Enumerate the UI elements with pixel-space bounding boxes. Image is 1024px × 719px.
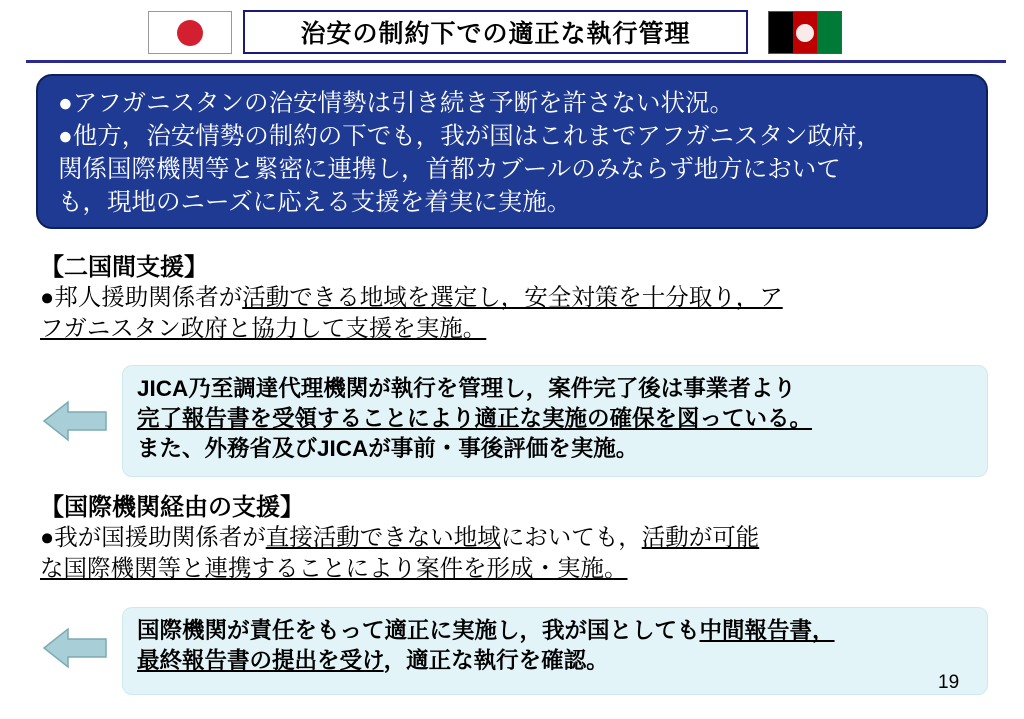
slide-header — [0, 0, 1024, 62]
multilateral-text-middle: においても， — [500, 524, 642, 550]
page-number: 19 — [938, 672, 960, 693]
afghanistan-flag-icon — [768, 11, 842, 54]
page-title: 治安の制約下での適正な執行管理 — [300, 20, 691, 48]
multilateral-callout-line-1 — [137, 616, 973, 646]
multilateral-text-underlined-1: 直接活動できない地域 — [265, 524, 501, 550]
left-arrow-icon-2 — [42, 625, 108, 671]
slide-title-box — [243, 10, 748, 54]
multilateral-callout-underlined-2: 最終報告書の提出を受け — [137, 647, 384, 673]
multilateral-text-underlined-3: な国際機関等と連携することにより案件を形成・実施。 — [40, 554, 628, 581]
bilateral-text-prefix: ●邦人援助関係者が — [40, 284, 243, 310]
japan-flag-disc — [177, 20, 203, 46]
bilateral-callout — [122, 365, 988, 477]
flag-band-green — [817, 12, 841, 53]
bilateral-callout-line-2: 完了報告書を受領することにより適正な実施の確保を図っている。 — [137, 405, 813, 431]
bilateral-callout-line-1: JICA乃至調達代理機関が執行を管理し，案件完了後は事業者より — [137, 376, 796, 401]
bilateral-body-text — [40, 282, 1000, 343]
summary-line-2: ●他方，治安情勢の制約の下でも，我が国はこれまでアフガニスタン政府， — [58, 123, 882, 151]
bilateral-text-underlined-2: フガニスタン政府と協力して支援を実施。 — [40, 314, 487, 341]
bilateral-text-underlined-1: 活動できる地域を選定し，安全対策を十分取り，ア — [242, 284, 783, 310]
flag-band-red — [793, 12, 817, 53]
multilateral-text-underlined-2: 活動が可能 — [641, 524, 760, 550]
left-arrow-icon-1 — [42, 398, 108, 444]
multilateral-body-text — [40, 522, 1000, 583]
japan-flag-icon — [148, 11, 232, 54]
summary-line-4: も，現地のニーズに応える支援を着実に実施。 — [58, 189, 572, 217]
summary-line-1: ●アフガニスタンの治安情勢は引き続き予断を許さない状況。 — [58, 90, 735, 117]
multilateral-callout-plain-2: ，適正な執行を確認。 — [383, 647, 609, 673]
flag-emblem — [796, 24, 814, 42]
multilateral-section-heading: 【国際機関経由の支援】 — [40, 494, 304, 521]
header-divider — [26, 60, 1006, 63]
multilateral-callout-plain-1: 国際機関が責任をもって適正に実施し，我が国としても — [137, 618, 700, 643]
multilateral-callout-underlined-1: 中間報告書， — [699, 618, 835, 643]
summary-callout — [36, 74, 988, 229]
bilateral-callout-line-3: また、外務省及びJICAが事前・事後評価を実施。 — [137, 435, 639, 461]
multilateral-callout-line-2 — [137, 646, 973, 676]
bilateral-section-heading: 【二国間支援】 — [40, 254, 208, 281]
flag-band-black — [769, 12, 793, 53]
multilateral-callout — [122, 607, 988, 695]
multilateral-text-prefix: ●我が国援助関係者が — [40, 524, 266, 550]
summary-line-3: 関係国際機関等と緊密に連携し，首都カブールのみならず地方において — [58, 156, 841, 184]
